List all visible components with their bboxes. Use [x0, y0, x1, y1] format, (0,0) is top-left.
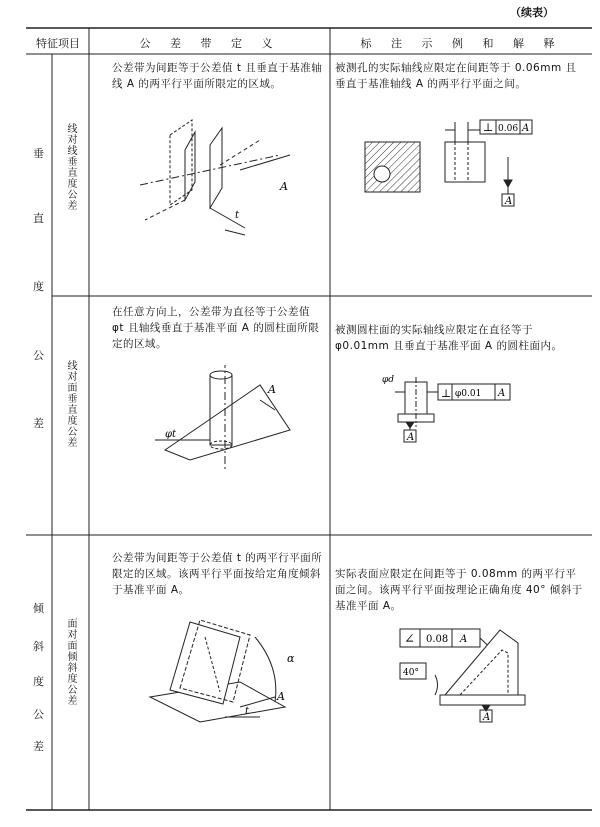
angle-box-label: 40°	[403, 668, 419, 678]
category-angularity-char-4: 公	[33, 708, 44, 721]
frame1-value: 0.06	[498, 124, 519, 134]
category-perpendicularity-char-3: 度	[33, 280, 44, 293]
frame3-symbol: ∠	[404, 632, 415, 647]
angularity-example-figure	[390, 615, 550, 725]
fig3-angle-label: α	[287, 652, 295, 665]
example-text-2: 被测圆柱面的实际轴线应限定在直径等于 φ0.01mm 且垂直于基准平面 A 的圆柱面内。	[335, 324, 563, 352]
category-perpendicularity-char-4: 公	[33, 349, 44, 362]
header-example: 标 注 示 例 和 解 释	[360, 37, 563, 50]
header-feature: 特征项目	[36, 37, 80, 50]
subtype-plane-to-plane: 面对面倾斜度公差	[65, 618, 76, 706]
example-text-1: 被测孔的实际轴线应限定在间距等于 0.06mm 且垂直于基准轴线 A 的两平行平面之间。	[335, 62, 577, 90]
category-angularity-char-5: 差	[33, 740, 44, 753]
fig3-datum-label: A	[277, 690, 285, 703]
example3-datum-label: A	[483, 712, 491, 723]
perpendicularity-example-figure-2	[380, 372, 530, 452]
subtype-line-to-plane: 线对面垂直度公差	[65, 360, 76, 448]
category-perpendicularity-char-2: 直	[33, 212, 44, 225]
category-angularity-char-2: 斜	[33, 640, 44, 653]
frame2-symbol: ⊥	[441, 387, 452, 400]
category-perpendicularity-char-1: 垂	[33, 147, 44, 160]
frame3-value: 0.08	[426, 634, 449, 645]
fig2-tol-label: φt	[165, 429, 177, 440]
continued-label: （续表）	[510, 6, 554, 19]
perpendicularity-zone-figure-1	[140, 110, 330, 245]
header-definition: 公 差 带 定 义	[139, 37, 281, 50]
category-angularity-char-3: 度	[33, 675, 44, 688]
definition-text-1: 公差带为间距等于公差值 t 且垂直于基准轴线 A 的两平行平面所限定的区域。	[112, 62, 323, 90]
example1-datum-label: A	[505, 196, 513, 207]
perpendicularity-zone-figure-2	[150, 365, 320, 480]
definition-text-2: 在任意方向上，公差带为直径等于公差值 φt 且轴线垂直于基准平面 A 的圆柱面所限定的区域。	[112, 306, 320, 350]
fig1-datum-label: A	[280, 180, 288, 193]
definition-text-3: 公差带为间距等于公差值 t 的两平行平面所限定的区域。该两平行平面按给定角度倾斜于基准平面 A。	[112, 552, 323, 596]
frame2-value: φ0.01	[455, 389, 482, 399]
category-angularity-char-1: 倾	[33, 602, 44, 615]
frame3-datum: A	[460, 634, 468, 645]
fig2-datum-label: A	[268, 383, 276, 396]
fig3-tol-label: t	[245, 706, 250, 717]
example2-datum-label: A	[407, 432, 415, 443]
frame1-datum: A	[522, 123, 530, 134]
frame2-datum: A	[498, 388, 506, 399]
category-perpendicularity-char-5: 差	[33, 417, 44, 430]
subtype-line-to-line: 线对线垂直度公差	[65, 123, 76, 211]
angularity-zone-figure	[145, 612, 315, 732]
frame1-symbol: ⊥	[483, 121, 494, 134]
example-text-3: 实际表面应限定在间距等于 0.08mm 的两平行平面之间。该两平行平面按理论正确角度 40° 倾斜于基准平面 A。	[335, 568, 583, 612]
dim2-label: φd	[382, 375, 395, 385]
fig1-tol-label: t	[235, 210, 240, 221]
perpendicularity-example-figure-1	[360, 112, 540, 212]
